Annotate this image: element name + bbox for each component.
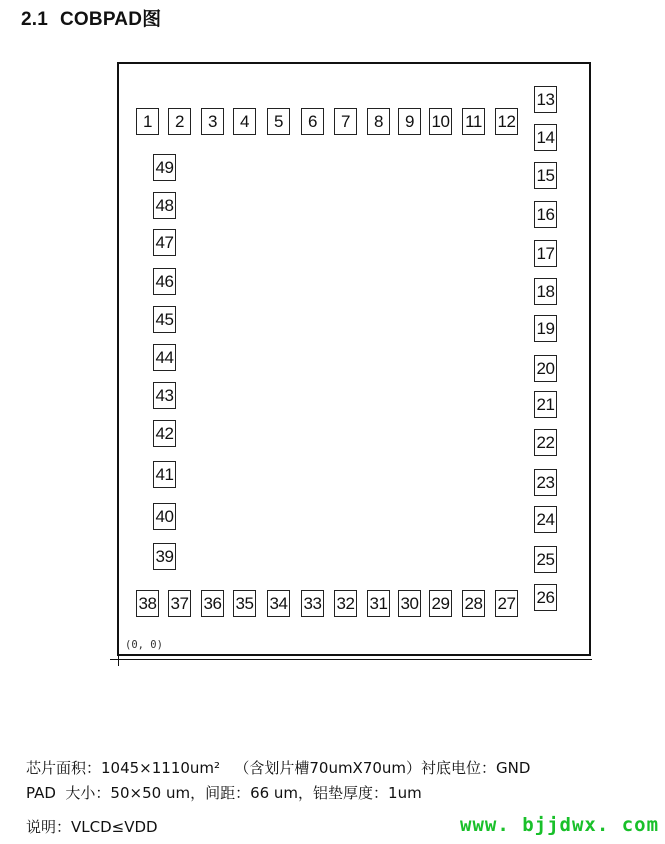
pad-10: 10 bbox=[429, 108, 452, 135]
pad-17: 17 bbox=[534, 240, 557, 267]
pad-24: 24 bbox=[534, 506, 557, 533]
pad-30: 30 bbox=[398, 590, 421, 617]
pad-20: 20 bbox=[534, 355, 557, 382]
pad-38: 38 bbox=[136, 590, 159, 617]
pad-19: 19 bbox=[534, 315, 557, 342]
pad-32: 32 bbox=[334, 590, 357, 617]
pad-13: 13 bbox=[534, 86, 557, 113]
pad-34: 34 bbox=[267, 590, 290, 617]
pad-33: 33 bbox=[301, 590, 324, 617]
pad-12: 12 bbox=[495, 108, 518, 135]
pad-6: 6 bbox=[301, 108, 324, 135]
pad-11: 11 bbox=[462, 108, 485, 135]
pad-23: 23 bbox=[534, 469, 557, 496]
pad-45: 45 bbox=[153, 306, 176, 333]
pad-27: 27 bbox=[495, 590, 518, 617]
pad-48: 48 bbox=[153, 192, 176, 219]
pad-14: 14 bbox=[534, 124, 557, 151]
pad-25: 25 bbox=[534, 546, 557, 573]
pad-35: 35 bbox=[233, 590, 256, 617]
pad-1: 1 bbox=[136, 108, 159, 135]
pad-22: 22 bbox=[534, 429, 557, 456]
pad-44: 44 bbox=[153, 344, 176, 371]
pad-40: 40 bbox=[153, 503, 176, 530]
pad-16: 16 bbox=[534, 201, 557, 228]
chip-outline bbox=[117, 62, 591, 656]
pad-37: 37 bbox=[168, 590, 191, 617]
pad-47: 47 bbox=[153, 229, 176, 256]
chip-area-note: 芯片面积：1045×1110um² （含划片槽70umX70um）衬底电位：GND bbox=[26, 759, 531, 777]
pad-4: 4 bbox=[233, 108, 256, 135]
pad-29: 29 bbox=[429, 590, 452, 617]
pad-size-note: PAD 大小：50×50 um，间距：66 um，铝垫厚度：1um bbox=[26, 784, 422, 802]
pad-21: 21 bbox=[534, 391, 557, 418]
pad-39: 39 bbox=[153, 543, 176, 570]
pad-41: 41 bbox=[153, 461, 176, 488]
pad-36: 36 bbox=[201, 590, 224, 617]
pad-18: 18 bbox=[534, 278, 557, 305]
pad-28: 28 bbox=[462, 590, 485, 617]
pad-42: 42 bbox=[153, 420, 176, 447]
pad-49: 49 bbox=[153, 154, 176, 181]
pad-7: 7 bbox=[334, 108, 357, 135]
section-title: COBPAD图 bbox=[60, 9, 162, 30]
pad-5: 5 bbox=[267, 108, 290, 135]
pad-31: 31 bbox=[367, 590, 390, 617]
pad-8: 8 bbox=[367, 108, 390, 135]
website-watermark: www. bjjdwx. com bbox=[460, 814, 660, 836]
pad-2: 2 bbox=[168, 108, 191, 135]
pad-26: 26 bbox=[534, 584, 557, 611]
pad-3: 3 bbox=[201, 108, 224, 135]
explanation-note: 说明：VLCD≤VDD bbox=[26, 818, 158, 836]
pad-15: 15 bbox=[534, 162, 557, 189]
pad-43: 43 bbox=[153, 382, 176, 409]
x-axis-line bbox=[110, 659, 592, 660]
origin-label: (0, 0) bbox=[125, 639, 163, 651]
pad-9: 9 bbox=[398, 108, 421, 135]
section-number: 2.1 bbox=[21, 9, 49, 30]
pad-46: 46 bbox=[153, 268, 176, 295]
